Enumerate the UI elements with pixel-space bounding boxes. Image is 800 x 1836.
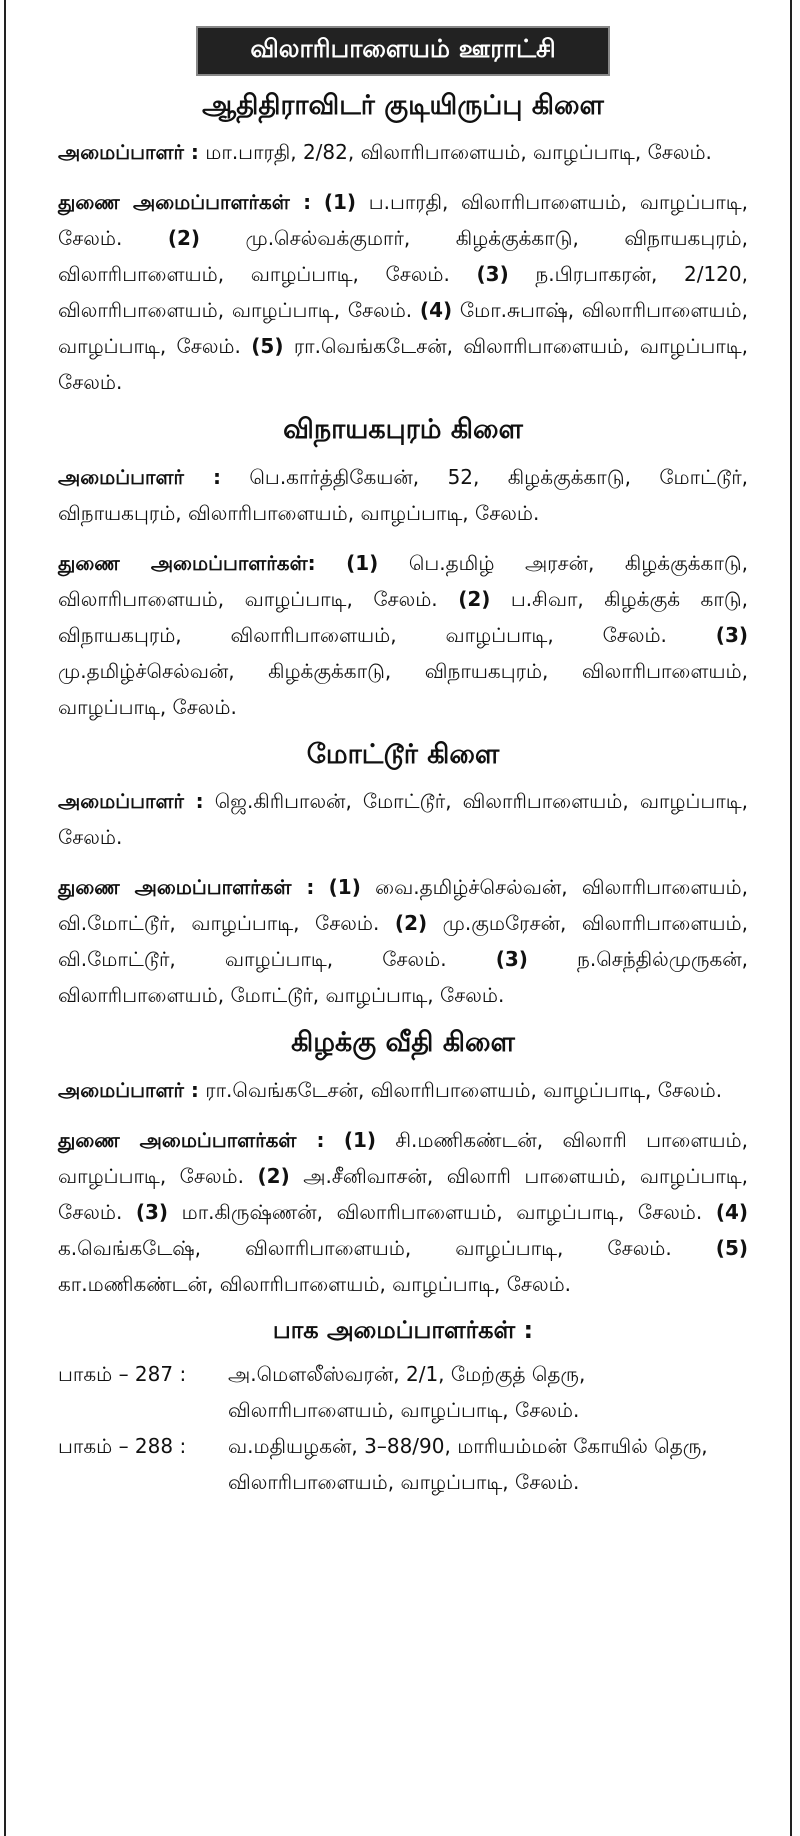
deputies-paragraph xyxy=(58,1122,748,1302)
organizer-text: ஜெ.கிரிபாலன், மோட்டூர், விலாரிபாளையம், வாழப்பாடி, சேலம். xyxy=(58,789,748,850)
organizer-text: மா.பாரதி, 2/82, விலாரிபாளையம், வாழப்பாடி, சேலம். xyxy=(198,140,712,165)
branch-section xyxy=(58,1027,748,1301)
branch-title: கிழக்கு வீதி கிளை xyxy=(291,1027,515,1059)
organizer-text: ரா.வெங்கடேசன், விலாரிபாளையம், வாழப்பாடி, சேலம். xyxy=(198,1077,723,1102)
branch-title: மோட்டூர் கிளை xyxy=(306,738,500,770)
deputy-number: (2) xyxy=(394,911,428,936)
deputies-paragraph xyxy=(58,869,748,1013)
branch-section xyxy=(58,414,748,724)
deputy-text: மா.கிருஷ்ணன், விலாரிபாளையம், வாழப்பாடி, சேலம். xyxy=(168,1199,716,1224)
branch-title: விநாயகபுரம் கிளை xyxy=(283,414,523,446)
organizer-paragraph xyxy=(58,134,748,170)
deputy-number: (2) xyxy=(458,586,491,611)
part-label: பாகம் – 288 : xyxy=(58,1434,187,1459)
deputies-label: துணை அமைப்பாளர்கள் : xyxy=(58,875,315,900)
deputies-label: துணை அமைப்பாளர்கள் : xyxy=(58,190,312,215)
part-row xyxy=(58,1356,748,1428)
deputies-paragraph xyxy=(58,545,748,725)
deputy-number: (5) xyxy=(715,1235,748,1260)
organizer-paragraph xyxy=(58,1072,748,1108)
deputy-number: (1) xyxy=(328,875,361,900)
part-row xyxy=(58,1428,748,1500)
deputy-text: க.வெங்கடேஷ், விலாரிபாளையம், வாழப்பாடி, சேலம். xyxy=(58,1235,716,1260)
parts-section xyxy=(58,1316,748,1501)
deputy-text: மு.செல்வக்குமார், கிழக்குக்காடு, விநாயகபுரம், விலாரிபாளையம், வாழப்பாடி, சேலம். xyxy=(58,226,749,287)
deputy-text: ந.பிரபாகரன், 2/120, விலாரிபாளையம், வாழப்பாடி, சேலம். xyxy=(58,262,748,323)
deputy-number: (4) xyxy=(715,1199,749,1224)
part-text: வ.மதியழகன், 3–88/90, மாரியம்மன் கோயில் தெரு, விலாரிபாளையம், வாழப்பாடி, சேலம். xyxy=(228,1434,708,1495)
deputies-label: துணை அமைப்பாளர்கள்: xyxy=(58,550,316,575)
organizer-label: அமைப்பாளர் : xyxy=(58,789,204,814)
deputy-text: கா.மணிகண்டன், விலாரிபாளையம், வாழப்பாடி, சேலம். xyxy=(58,1271,572,1296)
deputy-text: ரா.வெங்கடேசன், விலாரிபாளையம், வாழப்பாடி, சேலம். xyxy=(58,334,748,395)
deputy-text: அ.சீனிவாசன், விலாரி பாளையம், வாழப்பாடி, சேலம். xyxy=(58,1163,748,1224)
deputy-number: (1) xyxy=(346,550,379,575)
deputy-text: ப.சிவா, கிழக்குக் காடு, விநாயகபுரம், விலாரிபாளையம், வாழப்பாடி, சேலம். xyxy=(58,586,748,647)
deputy-number: (2) xyxy=(257,1163,290,1188)
deputy-text: மு.தமிழ்ச்செல்வன், கிழக்குக்காடு, விநாயகபுரம், விலாரிபாளையம், வாழப்பாடி, சேலம். xyxy=(58,658,748,719)
deputy-text: மு.குமரேசன், விலாரிபாளையம், வி.மோட்டூர், வாழப்பாடி, சேலம். xyxy=(58,911,748,972)
part-label: பாகம் – 287 : xyxy=(58,1362,187,1387)
branch-section xyxy=(58,90,748,400)
deputy-text: பெ.தமிழ் அரசன், கிழக்குக்காடு, விலாரிபாளையம், வாழப்பாடி, சேலம். xyxy=(58,550,748,611)
deputy-number: (4) xyxy=(419,298,453,323)
deputy-number: (1) xyxy=(323,190,357,215)
deputy-text: ந.செந்தில்முருகன், விலாரிபாளையம், மோட்டூர், வாழப்பாடி, சேலம். xyxy=(58,947,748,1008)
deputy-number: (3) xyxy=(715,622,748,647)
organizer-text: பெ.கார்த்திகேயன், 52, கிழக்குக்காடு, மோட்டூர், விநாயகபுரம், விலாரிபாளையம், வாழப்பாடி, சேலம். xyxy=(58,464,748,525)
deputy-number: (2) xyxy=(167,226,201,251)
panchayat-title: விலாரிபாளையம் ஊராட்சி xyxy=(196,26,610,76)
organizer-paragraph xyxy=(58,459,748,531)
deputy-text: வை.தமிழ்ச்செல்வன், விலாரிபாளையம், வி.மோட்டூர், வாழப்பாடி, சேலம். xyxy=(58,875,748,936)
deputies-label: துணை அமைப்பாளர்கள் : xyxy=(58,1127,325,1152)
organizer-label: அமைப்பாளர் : xyxy=(58,464,221,489)
deputy-number: (1) xyxy=(343,1127,377,1152)
branch-title: ஆதிதிராவிடர் குடியிருப்பு கிளை xyxy=(202,90,604,121)
document-page xyxy=(58,0,748,1500)
part-text: அ.மௌலீஸ்வரன், 2/1, மேற்குத் தெரு, விலாரிபாளையம், வாழப்பாடி, சேலம். xyxy=(228,1362,586,1423)
branch-section xyxy=(58,739,748,1013)
deputies-paragraph xyxy=(58,184,748,400)
deputy-number: (3) xyxy=(495,947,528,972)
parts-title: பாக அமைப்பாளர்கள் : xyxy=(272,1315,534,1344)
deputy-text: ப.பாரதி, விலாரிபாளையம், வாழப்பாடி, சேலம். xyxy=(58,190,749,251)
organizer-paragraph xyxy=(58,783,748,855)
deputy-number: (3) xyxy=(476,262,509,287)
deputy-text: சி.மணிகண்டன், விலாரி பாளையம், வாழப்பாடி, சேலம். xyxy=(58,1127,748,1188)
deputy-number: (5) xyxy=(251,334,284,359)
deputy-number: (3) xyxy=(135,1199,169,1224)
deputy-text: மோ.சுபாஷ், விலாரிபாளையம், வாழப்பாடி, சேலம். xyxy=(58,298,748,359)
organizer-label: அமைப்பாளர் : xyxy=(58,1077,199,1102)
organizer-label: அமைப்பாளர் : xyxy=(58,140,199,165)
